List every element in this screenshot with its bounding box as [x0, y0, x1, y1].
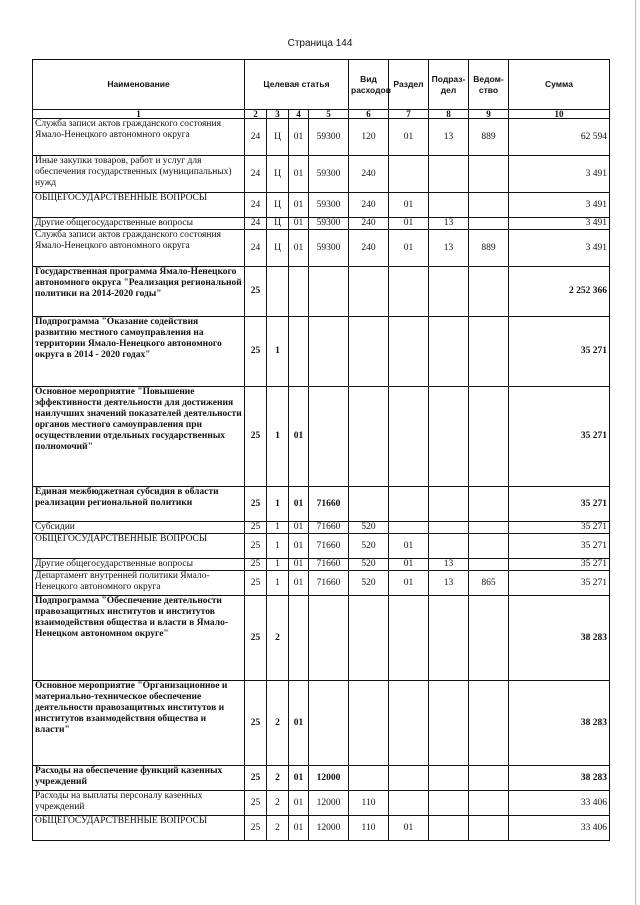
target-code-1: 25: [245, 487, 267, 522]
target-code-4: [309, 681, 349, 766]
target-code-1: 25: [245, 387, 267, 487]
department-code: [469, 193, 509, 218]
department-code: [469, 534, 509, 559]
target-code-2: Ц: [267, 218, 289, 230]
target-code-1: 25: [245, 791, 267, 816]
table-row: [33, 487, 610, 522]
target-code-4: 71660: [309, 487, 349, 522]
row-name: Основное мероприятие "Повышение эффективности деятельности для достижения наилучших значений показателей деятельности органов местного самоуправления при осуществлении отдельных государственных полномочий": [33, 387, 245, 487]
section-code: 01: [389, 816, 429, 841]
header-name: Наименование: [33, 60, 245, 110]
target-code-1: 24: [245, 218, 267, 230]
table-row: [33, 156, 610, 193]
target-code-4: 71660: [309, 559, 349, 571]
target-code-3: 01: [289, 681, 309, 766]
amount: 38 283: [509, 596, 610, 681]
table-row: [33, 534, 610, 559]
target-code-3: 01: [289, 534, 309, 559]
table-row: [33, 571, 610, 596]
section-code: [389, 317, 429, 387]
expense-type: 520: [349, 571, 389, 596]
table-row: [33, 267, 610, 317]
column-number: 10: [509, 110, 610, 119]
table-row: [33, 596, 610, 681]
department-code: [469, 267, 509, 317]
department-code: [469, 559, 509, 571]
target-code-2: 2: [267, 596, 289, 681]
expense-type: 520: [349, 534, 389, 559]
table-row: [33, 766, 610, 791]
amount: 35 271: [509, 559, 610, 571]
target-code-3: [289, 596, 309, 681]
target-code-2: 1: [267, 522, 289, 534]
target-code-1: 25: [245, 522, 267, 534]
target-code-1: 25: [245, 681, 267, 766]
expense-type: 520: [349, 522, 389, 534]
table-row: [33, 193, 610, 218]
subsection-code: 13: [429, 218, 469, 230]
target-code-2: 1: [267, 317, 289, 387]
department-code: [469, 522, 509, 534]
target-code-3: 01: [289, 119, 309, 156]
department-code: [469, 156, 509, 193]
row-name: Подпрограмма "Обеспечение деятельности правозащитных институтов и институтов взаимодействия общества и власти в Ямало-Ненецком автономном округе": [33, 596, 245, 681]
target-code-2: 1: [267, 387, 289, 487]
target-code-3: [289, 267, 309, 317]
subsection-code: [429, 267, 469, 317]
amount: 3 491: [509, 230, 610, 267]
target-code-4: [309, 387, 349, 487]
target-code-2: [267, 267, 289, 317]
section-code: 01: [389, 534, 429, 559]
expense-type: 110: [349, 791, 389, 816]
target-code-3: [289, 317, 309, 387]
department-code: [469, 218, 509, 230]
target-code-2: 2: [267, 681, 289, 766]
target-code-1: 25: [245, 766, 267, 791]
column-number: 7: [389, 110, 429, 119]
section-code: [389, 766, 429, 791]
section-code: [389, 681, 429, 766]
expense-type: 240: [349, 218, 389, 230]
column-number: 2: [245, 110, 267, 119]
target-code-3: 01: [289, 571, 309, 596]
target-code-1: 25: [245, 559, 267, 571]
column-number: 5: [309, 110, 349, 119]
expense-type: 240: [349, 193, 389, 218]
table-body: [33, 119, 610, 841]
header-section: Раздел: [389, 60, 429, 110]
subsection-code: [429, 766, 469, 791]
amount: 35 271: [509, 534, 610, 559]
department-code: [469, 681, 509, 766]
subsection-code: 13: [429, 230, 469, 267]
target-code-4: 71660: [309, 522, 349, 534]
target-code-2: 2: [267, 766, 289, 791]
row-name: Расходы на обеспечение функций казенных учреждений: [33, 766, 245, 791]
column-number: 6: [349, 110, 389, 119]
expense-type: [349, 596, 389, 681]
department-code: [469, 317, 509, 387]
section-code: [389, 156, 429, 193]
target-code-1: 24: [245, 156, 267, 193]
target-code-4: [309, 596, 349, 681]
row-name: Департамент внутренней политики Ямало-Ненецкого автономного округа: [33, 571, 245, 596]
row-name: Подпрограмма "Оказание содействия развитию местного самоуправления на территории Ямало-Ненецкого автономного округа в 2014 - 2020 годах": [33, 317, 245, 387]
expense-type: [349, 317, 389, 387]
amount: 38 283: [509, 766, 610, 791]
amount: 35 271: [509, 317, 610, 387]
subsection-code: [429, 487, 469, 522]
target-code-4: 59300: [309, 230, 349, 267]
subsection-code: [429, 816, 469, 841]
expense-type: 120: [349, 119, 389, 156]
target-code-4: 71660: [309, 534, 349, 559]
department-code: [469, 766, 509, 791]
target-code-2: Ц: [267, 230, 289, 267]
section-code: [389, 267, 429, 317]
section-code: [389, 487, 429, 522]
expense-type: 520: [349, 559, 389, 571]
department-code: [469, 791, 509, 816]
subsection-code: [429, 317, 469, 387]
table-row: [33, 119, 610, 156]
target-code-1: 25: [245, 317, 267, 387]
row-name: ОБЩЕГОСУДАРСТВЕННЫЕ ВОПРОСЫ: [33, 816, 245, 841]
row-name: Иные закупки товаров, работ и услуг для обеспечения государственных (муниципальных) нужд: [33, 156, 245, 193]
target-code-2: Ц: [267, 156, 289, 193]
header-target: Целевая статья: [245, 60, 349, 110]
subsection-code: [429, 156, 469, 193]
target-code-4: 71660: [309, 571, 349, 596]
target-code-3: 01: [289, 193, 309, 218]
target-code-4: 12000: [309, 816, 349, 841]
target-code-1: 24: [245, 119, 267, 156]
target-code-1: 24: [245, 230, 267, 267]
table-row: [33, 230, 610, 267]
target-code-3: 01: [289, 559, 309, 571]
target-code-2: 1: [267, 534, 289, 559]
department-code: [469, 387, 509, 487]
header-subsection: Подраз-дел: [429, 60, 469, 110]
row-name: ОБЩЕГОСУДАРСТВЕННЫЕ ВОПРОСЫ: [33, 534, 245, 559]
section-code: [389, 387, 429, 487]
table-row: [33, 559, 610, 571]
section-code: [389, 791, 429, 816]
subsection-code: [429, 596, 469, 681]
target-code-3: 01: [289, 522, 309, 534]
section-code: 01: [389, 119, 429, 156]
amount: 35 271: [509, 387, 610, 487]
target-code-4: 12000: [309, 766, 349, 791]
amount: 3 491: [509, 156, 610, 193]
subsection-code: [429, 791, 469, 816]
target-code-2: 2: [267, 816, 289, 841]
target-code-2: 1: [267, 571, 289, 596]
target-code-1: 25: [245, 596, 267, 681]
amount: 3 491: [509, 218, 610, 230]
target-code-4: [309, 267, 349, 317]
column-number: 1: [33, 110, 245, 119]
amount: 35 271: [509, 522, 610, 534]
table-row: [33, 317, 610, 387]
target-code-2: 2: [267, 791, 289, 816]
target-code-1: 25: [245, 816, 267, 841]
expense-type: 240: [349, 156, 389, 193]
subsection-code: [429, 681, 469, 766]
column-number: 3: [267, 110, 289, 119]
target-code-1: 25: [245, 267, 267, 317]
expense-type: [349, 766, 389, 791]
target-code-2: Ц: [267, 193, 289, 218]
amount: 33 406: [509, 791, 610, 816]
row-name: Служба записи актов гражданского состояния Ямало-Ненецкого автономного округа: [33, 230, 245, 267]
table-row: [33, 218, 610, 230]
table-row: [33, 681, 610, 766]
header-department: Ведом-ство: [469, 60, 509, 110]
header-amount: Сумма: [509, 60, 610, 110]
department-code: [469, 816, 509, 841]
table-row: [33, 816, 610, 841]
department-code: [469, 487, 509, 522]
section-code: 01: [389, 571, 429, 596]
section-code: 01: [389, 218, 429, 230]
expense-type: [349, 267, 389, 317]
column-number: 8: [429, 110, 469, 119]
target-code-2: 1: [267, 559, 289, 571]
column-number: 9: [469, 110, 509, 119]
subsection-code: 13: [429, 559, 469, 571]
table-row: [33, 791, 610, 816]
row-name: Субсидии: [33, 522, 245, 534]
amount: 35 271: [509, 571, 610, 596]
row-name: ОБЩЕГОСУДАРСТВЕННЫЕ ВОПРОСЫ: [33, 193, 245, 218]
row-name: Государственная программа Ямало-Ненецкого автономного округа "Реализация региональной политики на 2014-2020 годы": [33, 267, 245, 317]
table-row: [33, 522, 610, 534]
target-code-2: 1: [267, 487, 289, 522]
row-name: Другие общегосударственные вопросы: [33, 218, 245, 230]
subsection-code: 13: [429, 119, 469, 156]
target-code-3: 01: [289, 487, 309, 522]
section-code: [389, 522, 429, 534]
row-name: Служба записи актов гражданского состояния Ямало-Ненецкого автономного округа: [33, 119, 245, 156]
target-code-3: 01: [289, 156, 309, 193]
section-code: 01: [389, 193, 429, 218]
target-code-4: 59300: [309, 218, 349, 230]
department-code: 865: [469, 571, 509, 596]
expense-type: 110: [349, 816, 389, 841]
table-row: [33, 387, 610, 487]
target-code-4: 12000: [309, 791, 349, 816]
scan-edge: [635, 0, 636, 905]
row-name: Основное мероприятие "Организационное и материально-техническое обеспечение деятельности правозащитных институтов и институтов взаимодействия общества и власти": [33, 681, 245, 766]
expense-type: [349, 681, 389, 766]
target-code-3: 01: [289, 230, 309, 267]
department-code: 889: [469, 119, 509, 156]
expense-type: 240: [349, 230, 389, 267]
target-code-3: 01: [289, 791, 309, 816]
row-name: Другие общегосударственные вопросы: [33, 559, 245, 571]
target-code-4: [309, 317, 349, 387]
department-code: 889: [469, 230, 509, 267]
header-expense-type: Вид расходов: [349, 60, 389, 110]
subsection-code: [429, 522, 469, 534]
amount: 2 252 366: [509, 267, 610, 317]
target-code-1: 24: [245, 193, 267, 218]
department-code: [469, 596, 509, 681]
target-code-1: 25: [245, 571, 267, 596]
budget-table: [32, 59, 610, 841]
amount: 38 283: [509, 681, 610, 766]
row-name: Единая межбюджетная субсидия в области реализации региональной политики: [33, 487, 245, 522]
subsection-code: [429, 387, 469, 487]
amount: 33 406: [509, 816, 610, 841]
target-code-3: 01: [289, 218, 309, 230]
target-code-4: 59300: [309, 119, 349, 156]
amount: 3 491: [509, 193, 610, 218]
expense-type: [349, 487, 389, 522]
target-code-3: 01: [289, 387, 309, 487]
target-code-1: 25: [245, 534, 267, 559]
subsection-code: 13: [429, 571, 469, 596]
subsection-code: [429, 193, 469, 218]
section-code: 01: [389, 559, 429, 571]
expense-type: [349, 387, 389, 487]
target-code-2: Ц: [267, 119, 289, 156]
target-code-3: 01: [289, 816, 309, 841]
target-code-4: 59300: [309, 156, 349, 193]
amount: 35 271: [509, 487, 610, 522]
amount: 62 594: [509, 119, 610, 156]
section-code: 01: [389, 230, 429, 267]
subsection-code: [429, 534, 469, 559]
page-header: Страница 144: [287, 38, 353, 49]
target-code-4: 59300: [309, 193, 349, 218]
target-code-3: 01: [289, 766, 309, 791]
section-code: [389, 596, 429, 681]
column-number: 4: [289, 110, 309, 119]
row-name: Расходы на выплаты персоналу казенных учреждений: [33, 791, 245, 816]
